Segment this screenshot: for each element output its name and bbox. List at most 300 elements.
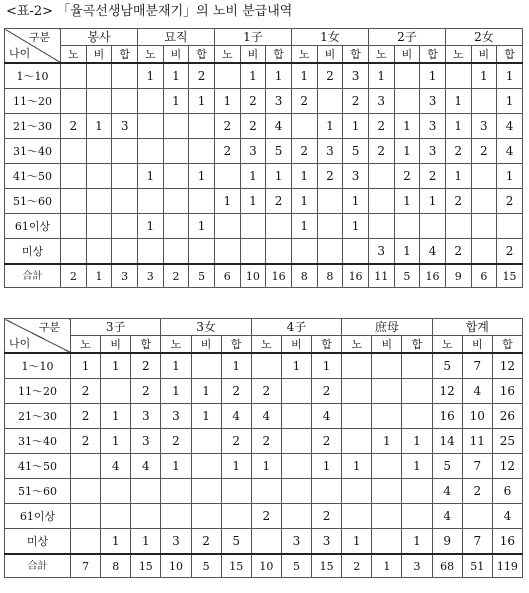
- subheader-cell: 노: [214, 46, 240, 64]
- corner-age-label: 나이: [9, 47, 31, 60]
- table-cell: [161, 479, 191, 504]
- table-cell: [191, 353, 221, 379]
- table-cell: [86, 139, 112, 164]
- table-cell: 2: [240, 89, 266, 114]
- table-cell: 1: [240, 189, 266, 214]
- corner-header-cell: [5, 319, 71, 354]
- table-cell: 3: [266, 89, 292, 114]
- table-cell: [71, 479, 101, 504]
- table-cell: [191, 479, 221, 504]
- table-cell: 3: [240, 139, 266, 164]
- subheader-cell: 비: [394, 46, 420, 64]
- table-cell: 1: [281, 353, 311, 379]
- table-cell: 2: [251, 504, 281, 529]
- age-label: 41～50: [5, 164, 61, 189]
- table-cell: 1: [240, 63, 266, 89]
- group-header-row: [5, 29, 523, 46]
- subheader-cell: 비: [240, 46, 266, 64]
- age-label: 51～60: [5, 479, 71, 504]
- subheader-cell: 노: [445, 46, 471, 64]
- table-row: [5, 479, 523, 504]
- table-cell: 2: [343, 89, 369, 114]
- subheader-cell: 비: [317, 46, 343, 64]
- table-cell: 1: [71, 353, 101, 379]
- age-label: 61이상: [5, 214, 61, 239]
- total-cell: 16: [266, 264, 292, 288]
- subheader-cell: 합: [497, 46, 523, 64]
- group-header: 2女: [445, 29, 522, 46]
- subheader-row: [5, 336, 523, 354]
- subheader-cell: 노: [368, 46, 394, 64]
- table-cell: [61, 164, 87, 189]
- table-cell: [343, 239, 369, 265]
- servant-distribution-table-2: [4, 318, 523, 578]
- age-label: 미상: [5, 529, 71, 555]
- table-cell: 2: [71, 379, 101, 404]
- table-cell: 4: [101, 454, 131, 479]
- table-cell: 2: [161, 429, 191, 454]
- total-label: 合計: [5, 554, 71, 578]
- total-cell: 5: [191, 554, 221, 578]
- total-cell: 15: [312, 554, 342, 578]
- table-row: [5, 63, 523, 89]
- total-cell: 5: [281, 554, 311, 578]
- table-cell: 1: [497, 164, 523, 189]
- group-header: 봉사: [61, 29, 138, 46]
- table-cell: 1: [394, 189, 420, 214]
- table-cell: [372, 353, 402, 379]
- table-cell: 16: [432, 404, 462, 429]
- table-cell: 2: [312, 429, 342, 454]
- table-cell: [342, 379, 372, 404]
- total-cell: 1: [86, 264, 112, 288]
- table-cell: 1: [131, 529, 161, 555]
- table-cell: 3: [471, 114, 497, 139]
- subheader-cell: 노: [137, 46, 163, 64]
- table-cell: 1: [312, 353, 342, 379]
- table-cell: [137, 139, 163, 164]
- table-cell: [163, 164, 189, 189]
- subheader-cell: 합: [343, 46, 369, 64]
- table-cell: [394, 89, 420, 114]
- table-cell: 4: [492, 504, 522, 529]
- table-row: [5, 214, 523, 239]
- table-cell: 4: [312, 404, 342, 429]
- table-cell: 2: [131, 353, 161, 379]
- table-cell: [86, 239, 112, 265]
- age-label: 1～10: [5, 353, 71, 379]
- table-cell: [191, 454, 221, 479]
- table-cell: 2: [368, 114, 394, 139]
- table-cell: 12: [492, 353, 522, 379]
- subheader-cell: 노: [161, 336, 191, 354]
- table-cell: 1: [420, 189, 446, 214]
- table-cell: [372, 529, 402, 555]
- table-cell: 1: [189, 164, 215, 189]
- table-cell: 2: [189, 63, 215, 89]
- table-row: [5, 379, 523, 404]
- table-cell: [137, 239, 163, 265]
- table-cell: 1: [343, 114, 369, 139]
- table-cell: [471, 189, 497, 214]
- table-cell: [281, 504, 311, 529]
- corner-category-label: 구분: [28, 31, 50, 44]
- group-header-row: [5, 319, 523, 336]
- table-cell: 1: [342, 454, 372, 479]
- total-cell: 5: [394, 264, 420, 288]
- table-cell: 2: [291, 89, 317, 114]
- table-cell: 5: [343, 139, 369, 164]
- table-cell: 5: [432, 353, 462, 379]
- table-cell: [112, 239, 138, 265]
- table-cell: [317, 89, 343, 114]
- table-cell: 4: [432, 504, 462, 529]
- subheader-cell: 비: [372, 336, 402, 354]
- table-cell: 1: [394, 239, 420, 265]
- table-cell: 4: [251, 404, 281, 429]
- table-cell: 2: [266, 189, 292, 214]
- table-cell: [281, 404, 311, 429]
- table-cell: 2: [214, 139, 240, 164]
- subheader-cell: 합: [112, 46, 138, 64]
- subheader-cell: 노: [432, 336, 462, 354]
- group-header: 庶母: [342, 319, 432, 336]
- table-cell: [189, 239, 215, 265]
- table-row: [5, 114, 523, 139]
- table-cell: [61, 63, 87, 89]
- table-cell: [86, 164, 112, 189]
- table-cell: [61, 139, 87, 164]
- table-cell: 3: [312, 529, 342, 555]
- table-cell: 1: [471, 63, 497, 89]
- age-label: 31～40: [5, 429, 71, 454]
- table-cell: 3: [281, 529, 311, 555]
- total-cell: 8: [291, 264, 317, 288]
- table-cell: [471, 164, 497, 189]
- table-cell: [214, 164, 240, 189]
- total-row: [5, 554, 523, 578]
- total-cell: 15: [497, 264, 523, 288]
- age-label: 11～20: [5, 89, 61, 114]
- total-cell: 15: [221, 554, 251, 578]
- table-cell: 4: [497, 139, 523, 164]
- table-cell: 2: [462, 479, 492, 504]
- table-cell: [497, 214, 523, 239]
- table-row: [5, 504, 523, 529]
- table-cell: 2: [71, 404, 101, 429]
- table-cell: [312, 479, 342, 504]
- table-cell: 2: [420, 164, 446, 189]
- table-cell: 1: [101, 404, 131, 429]
- table-cell: 2: [317, 63, 343, 89]
- table-cell: [420, 214, 446, 239]
- age-label: 41～50: [5, 454, 71, 479]
- table-cell: 16: [492, 529, 522, 555]
- table-cell: 1: [214, 189, 240, 214]
- total-cell: 9: [445, 264, 471, 288]
- table-cell: 3: [131, 404, 161, 429]
- group-header: 묘직: [137, 29, 214, 46]
- table-row: [5, 429, 523, 454]
- table-cell: [137, 89, 163, 114]
- total-row: [5, 264, 523, 288]
- age-label: 21～30: [5, 114, 61, 139]
- table-cell: 3: [368, 239, 394, 265]
- table-cell: [402, 404, 432, 429]
- table-cell: [317, 239, 343, 265]
- table-cell: 2: [131, 379, 161, 404]
- table-cell: 4: [432, 479, 462, 504]
- table-cell: 1: [240, 164, 266, 189]
- group-header: 3女: [161, 319, 251, 336]
- subheader-cell: 비: [86, 46, 112, 64]
- table-caption: <표-2> 「율곡선생남매분재기」의 노비 분급내역: [6, 4, 293, 19]
- subheader-cell: 노: [61, 46, 87, 64]
- table-cell: [191, 429, 221, 454]
- table-cell: 2: [61, 114, 87, 139]
- subheader-cell: 합: [221, 336, 251, 354]
- table-cell: 7: [462, 353, 492, 379]
- table-cell: 3: [343, 164, 369, 189]
- table-row: [5, 353, 523, 379]
- table-cell: 2: [240, 114, 266, 139]
- total-cell: 119: [492, 554, 522, 578]
- total-cell: 8: [317, 264, 343, 288]
- table-cell: 4: [462, 379, 492, 404]
- table-cell: [137, 114, 163, 139]
- total-cell: 6: [214, 264, 240, 288]
- corner-category-label: 구분: [38, 321, 60, 334]
- total-cell: 7: [71, 554, 101, 578]
- table-cell: [342, 353, 372, 379]
- table-cell: 1: [372, 429, 402, 454]
- table-cell: 2: [394, 164, 420, 189]
- table-cell: 2: [312, 504, 342, 529]
- table-cell: [214, 214, 240, 239]
- table-cell: 1: [101, 429, 131, 454]
- table-cell: [112, 63, 138, 89]
- table-cell: [281, 379, 311, 404]
- total-cell: 16: [420, 264, 446, 288]
- table-cell: [131, 479, 161, 504]
- table-cell: [112, 214, 138, 239]
- table-cell: [372, 379, 402, 404]
- table-cell: 1: [291, 189, 317, 214]
- table-cell: [402, 504, 432, 529]
- table-cell: [402, 479, 432, 504]
- table-cell: [101, 379, 131, 404]
- table-cell: 1: [214, 89, 240, 114]
- table-cell: [163, 114, 189, 139]
- age-label: 31～40: [5, 139, 61, 164]
- table-cell: 1: [343, 189, 369, 214]
- subheader-cell: 합: [189, 46, 215, 64]
- subheader-cell: 합: [131, 336, 161, 354]
- table-cell: 25: [492, 429, 522, 454]
- table-cell: 2: [497, 239, 523, 265]
- table-cell: 1: [312, 454, 342, 479]
- table-cell: [372, 454, 402, 479]
- table-cell: 1: [420, 63, 446, 89]
- table-row: [5, 454, 523, 479]
- table-cell: [240, 214, 266, 239]
- table-cell: 1: [86, 114, 112, 139]
- table-cell: [462, 504, 492, 529]
- table-cell: 5: [266, 139, 292, 164]
- table-cell: [112, 139, 138, 164]
- table-cell: [71, 504, 101, 529]
- total-cell: 6: [471, 264, 497, 288]
- servant-distribution-table-1: [4, 28, 523, 288]
- table-cell: 2: [291, 139, 317, 164]
- table-cell: [214, 239, 240, 265]
- group-header: 1女: [291, 29, 368, 46]
- table-cell: 1: [445, 164, 471, 189]
- total-label: 合計: [5, 264, 61, 288]
- table-cell: 1: [161, 353, 191, 379]
- table-cell: 2: [251, 429, 281, 454]
- table-cell: 1: [402, 429, 432, 454]
- table-cell: [281, 429, 311, 454]
- table-cell: [101, 479, 131, 504]
- table-cell: 2: [312, 379, 342, 404]
- table-cell: 12: [492, 454, 522, 479]
- table-cell: 2: [445, 139, 471, 164]
- table-cell: 2: [214, 114, 240, 139]
- table-cell: 1: [266, 63, 292, 89]
- table-cell: [266, 214, 292, 239]
- table-cell: 11: [462, 429, 492, 454]
- table-cell: [342, 429, 372, 454]
- table-cell: [112, 164, 138, 189]
- table-cell: 4: [497, 114, 523, 139]
- table-cell: 4: [266, 114, 292, 139]
- table-cell: 5: [221, 529, 251, 555]
- table-cell: [163, 239, 189, 265]
- table-cell: [61, 89, 87, 114]
- table-row: [5, 164, 523, 189]
- total-cell: 10: [251, 554, 281, 578]
- table-cell: 1: [497, 63, 523, 89]
- subheader-cell: 노: [71, 336, 101, 354]
- table-cell: 1: [161, 454, 191, 479]
- table-cell: 9: [432, 529, 462, 555]
- table-cell: [394, 63, 420, 89]
- total-cell: 2: [342, 554, 372, 578]
- table-cell: 1: [394, 114, 420, 139]
- table-cell: [61, 214, 87, 239]
- table-cell: [281, 479, 311, 504]
- total-cell: 51: [462, 554, 492, 578]
- subheader-cell: 비: [101, 336, 131, 354]
- table-cell: 26: [492, 404, 522, 429]
- table-cell: 1: [497, 89, 523, 114]
- subheader-cell: 노: [251, 336, 281, 354]
- table-cell: 2: [221, 379, 251, 404]
- subheader-cell: 비: [471, 46, 497, 64]
- subheader-cell: 합: [402, 336, 432, 354]
- table-cell: [189, 139, 215, 164]
- subheader-cell: 노: [291, 46, 317, 64]
- table-cell: [71, 454, 101, 479]
- table-cell: 1: [189, 214, 215, 239]
- table-cell: [112, 89, 138, 114]
- table-cell: 1: [137, 164, 163, 189]
- table-cell: [191, 504, 221, 529]
- total-cell: 15: [131, 554, 161, 578]
- table-cell: 1: [101, 529, 131, 555]
- table-cell: 1: [189, 89, 215, 114]
- table-cell: 2: [368, 139, 394, 164]
- table-cell: 1: [266, 164, 292, 189]
- table-cell: 1: [291, 164, 317, 189]
- table-cell: [368, 214, 394, 239]
- group-header: 3子: [71, 319, 161, 336]
- table-cell: 1: [137, 214, 163, 239]
- table-cell: 6: [492, 479, 522, 504]
- table-cell: [240, 239, 266, 265]
- total-cell: 68: [432, 554, 462, 578]
- subheader-cell: 합: [312, 336, 342, 354]
- total-cell: 3: [137, 264, 163, 288]
- corner-header-cell: [5, 29, 61, 64]
- table-cell: [161, 504, 191, 529]
- table-cell: 7: [462, 454, 492, 479]
- table-cell: 1: [402, 454, 432, 479]
- table-cell: 4: [420, 239, 446, 265]
- table-cell: 1: [445, 114, 471, 139]
- table-cell: 16: [492, 379, 522, 404]
- subheader-cell: 노: [342, 336, 372, 354]
- subheader-cell: 비: [281, 336, 311, 354]
- table-cell: 3: [420, 139, 446, 164]
- table-cell: 4: [221, 404, 251, 429]
- table-cell: [61, 239, 87, 265]
- subheader-cell: 합: [420, 46, 446, 64]
- table-cell: [86, 189, 112, 214]
- table-cell: 2: [71, 429, 101, 454]
- table-cell: [372, 479, 402, 504]
- table-cell: [251, 479, 281, 504]
- table-cell: [291, 114, 317, 139]
- table-cell: 3: [317, 139, 343, 164]
- table-cell: 2: [497, 189, 523, 214]
- table-cell: 1: [191, 404, 221, 429]
- table-cell: [86, 63, 112, 89]
- age-label: 미상: [5, 239, 61, 265]
- table-cell: [291, 239, 317, 265]
- table-cell: 3: [161, 529, 191, 555]
- table-cell: 1: [445, 89, 471, 114]
- subheader-cell: 비: [462, 336, 492, 354]
- table-cell: 1: [251, 454, 281, 479]
- age-label: 11～20: [5, 379, 71, 404]
- table-cell: [86, 89, 112, 114]
- table-cell: 1: [291, 214, 317, 239]
- table-cell: [317, 214, 343, 239]
- table-cell: [86, 214, 112, 239]
- age-label: 51～60: [5, 189, 61, 214]
- table-cell: 1: [221, 353, 251, 379]
- table-cell: 2: [445, 239, 471, 265]
- table-cell: [221, 504, 251, 529]
- table-cell: 4: [131, 454, 161, 479]
- table-cell: 3: [368, 89, 394, 114]
- subheader-cell: 비: [191, 336, 221, 354]
- table-cell: [402, 379, 432, 404]
- table-cell: 1: [368, 63, 394, 89]
- table-cell: [471, 239, 497, 265]
